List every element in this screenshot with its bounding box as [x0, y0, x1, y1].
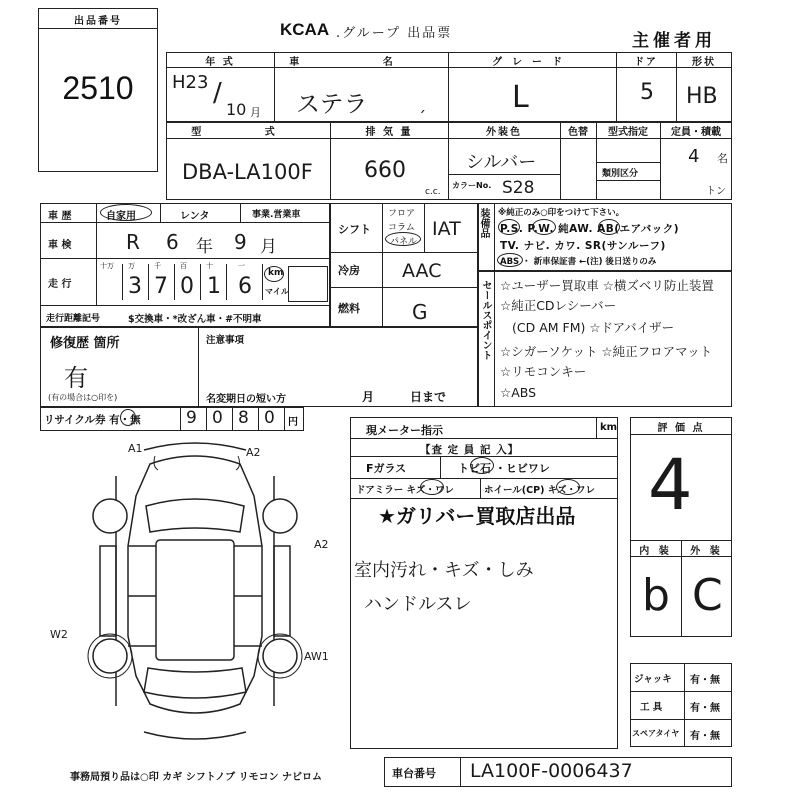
sheet-title: .グループ 出品票 — [336, 26, 453, 41]
damage-mark-4: W2 — [50, 628, 68, 641]
interior-label: 内 装 — [639, 546, 672, 557]
exterior-label: 外 装 — [690, 546, 723, 557]
damage-mark-5: AW1 — [304, 650, 329, 663]
short-transfer-label: 名変期日の短い方 — [206, 394, 286, 405]
class-label: 類別区分 — [602, 169, 639, 179]
shift-panel: パネル — [390, 237, 418, 247]
chassis-label: 車台番号 — [392, 767, 436, 780]
load-unit: トン — [706, 186, 726, 197]
color-code-label: カラーNo. — [452, 181, 492, 190]
sales-item-5: ☆リモコンキー — [500, 364, 587, 379]
lot-number: 2510 — [62, 70, 134, 106]
doors-value: 5 — [640, 80, 654, 105]
tobiishi-circle — [470, 457, 494, 474]
designation-label: 型式指定 — [608, 127, 648, 138]
mileage-unit-10: 十 — [206, 262, 213, 270]
meter-label: 現メーター指示 — [366, 424, 443, 437]
dealer-banner: ★ガリバー買取店出品 — [378, 504, 576, 528]
exterior-grade: C — [692, 570, 723, 621]
notes-day: 日まで — [410, 390, 447, 404]
mileage-digit-3: 7 — [154, 274, 168, 299]
mileage-unit-100: 百 — [180, 262, 187, 270]
usage-label: 車 歴 — [48, 211, 72, 222]
mileage-unit-10k: 万 — [128, 262, 135, 270]
mileage-unit-100k: 十万 — [100, 262, 114, 270]
inspection-era: R — [126, 230, 140, 254]
color-no-label: 色替 — [568, 127, 588, 138]
displacement-value: 660 — [364, 158, 406, 183]
spare-label: スペアタイヤ — [632, 729, 680, 738]
recycle-digit-3: 8 — [238, 408, 249, 428]
ac-value: AAC — [402, 260, 442, 282]
wheel-kizu-circle — [556, 479, 580, 495]
sales-item-2: ☆純正CDレシーバー — [500, 298, 617, 313]
usage-rental: レンタ — [180, 211, 210, 222]
sales-item-4: ☆シガーソケット ☆純正フロアマット — [500, 344, 713, 359]
wheel-rear-right — [263, 639, 297, 673]
meter-unit: km — [600, 422, 618, 433]
shift-floor: フロア — [388, 209, 416, 219]
mileage-unit-1: 一 — [238, 262, 245, 270]
capacity-label: 定員・積載 — [671, 127, 721, 138]
reg-month: 10 — [226, 100, 247, 119]
inspection-label: 車 検 — [48, 240, 72, 251]
damage-mark-3: A2 — [314, 538, 329, 551]
mileage-unit-1k: 千 — [154, 262, 161, 270]
equipment-line3: ABS ・ 新車保証書 ←(注) 後日送りのみ — [500, 257, 657, 267]
damage-mark-2: A2 — [246, 446, 261, 459]
equipment-side-label: 装備品 — [478, 208, 489, 238]
doors-label: ドア — [634, 57, 658, 68]
tools-options: 有・無 — [690, 703, 720, 714]
shift-column: コラム — [388, 223, 415, 233]
ps-circle — [498, 219, 520, 235]
mileage-digit-5: 1 — [207, 274, 221, 299]
displacement-label: 排 気 量 — [365, 127, 413, 138]
car-name-tail: ˏ — [418, 94, 426, 113]
mirror-kizu-circle — [420, 479, 444, 495]
capacity-unit: 名 — [717, 152, 728, 165]
repair-value: 有 — [64, 364, 88, 392]
color-label: 外装色 — [486, 127, 522, 138]
interior-grade: b — [642, 570, 670, 621]
inspector-header: 【査 定 員 記 入】 — [420, 444, 520, 456]
mileage-note-text: $交換車・*改ざん車・#不明車 — [128, 314, 262, 325]
wheel-label: ホイール(CP) キズ・ワレ — [484, 485, 596, 496]
repair-note: (有の場合は○印を) — [48, 393, 118, 402]
body-label: 形状 — [692, 57, 716, 68]
grade-label: グレード — [492, 57, 572, 68]
color-code: S28 — [502, 178, 535, 198]
lot-label: 出品番号 — [74, 16, 122, 27]
year-label: 年 式 — [205, 57, 235, 68]
color-value: シルバー — [466, 152, 537, 173]
mileage-label: 走 行 — [48, 279, 72, 290]
recycle-yes-circle — [120, 409, 136, 426]
inspection-month: 9 — [234, 230, 247, 254]
mileage-note-label: 走行距離記号 — [46, 314, 101, 324]
car-name: ステラ — [296, 90, 368, 118]
wheel-rear-left — [93, 639, 127, 673]
equipment-note: ※純正のみ○印をつけて下さい。 — [498, 208, 625, 218]
mileage-digit-4: 0 — [180, 274, 194, 299]
overall-score: 4 — [648, 444, 693, 526]
abs-circle — [497, 253, 523, 267]
usage-business: 事業.営業車 — [252, 210, 301, 220]
fuel-value: G — [412, 300, 428, 324]
notes-label: 注意事項 — [206, 335, 245, 346]
mileage-extra-box — [288, 266, 328, 302]
footer-storage-note: 事務局預り品は○印 カギ シフトノブ リモコン ナビロム — [70, 772, 323, 783]
jack-label: ジャッキ — [634, 674, 672, 685]
reg-era: H23 — [172, 72, 209, 93]
shift-value: IAT — [432, 218, 461, 240]
wheel-front-right — [263, 499, 297, 533]
body-value: HB — [686, 84, 718, 109]
reg-month-unit: 月 — [250, 106, 261, 119]
inspection-year-unit: 年 — [196, 237, 213, 257]
inspector-note-1: 室内汚れ・キズ・しみ — [354, 560, 534, 581]
tools-label: 工 具 — [640, 702, 663, 713]
mileage-mile: マイル — [265, 287, 289, 296]
fglass-options: トビ石 ・ヒビワレ — [458, 462, 550, 475]
fuel-label: 燃料 — [338, 302, 360, 315]
recycle-digit-4: 0 — [264, 408, 275, 428]
sales-side-label: セールスポイント — [480, 280, 491, 360]
equipment-line1: P.S. P.W. 純AW. AB(エアバック) — [500, 223, 680, 235]
model-code: DBA-LA100F — [182, 160, 313, 184]
grade-value: L — [512, 80, 529, 115]
mileage-digit-2: 3 — [128, 274, 142, 299]
wheel-front-left — [93, 499, 127, 533]
inspector-note-2: ハンドルスレ — [364, 594, 472, 615]
shift-label: シフト — [338, 223, 371, 236]
equipment-line2: TV. ナビ. カワ. SR(サンルーフ) — [500, 240, 666, 252]
damage-mark-1: A1 — [128, 442, 143, 455]
org-logo: KCAA — [280, 20, 330, 39]
chassis-number: LA100F-0006437 — [470, 760, 633, 782]
mileage-digit-6: 6 — [238, 274, 252, 299]
displacement-unit: c.c. — [425, 187, 441, 197]
recycle-label: リサイクル券 有・無 — [44, 414, 141, 426]
inspection-month-unit: 月 — [260, 237, 277, 257]
pw-circle — [532, 219, 556, 235]
mirror-label: ドアミラー キズ・ワレ — [356, 485, 454, 496]
repair-label: 修復歴 箇所 — [50, 336, 120, 351]
sales-item-6: ☆ABS — [500, 385, 537, 400]
sales-item-3: (CD AM FM) ☆ドアバイザー — [512, 320, 675, 335]
spare-options: 有・無 — [690, 731, 720, 742]
fglass-label: Fガラス — [366, 462, 407, 475]
ab-circle — [598, 219, 620, 235]
recycle-unit: 円 — [288, 417, 298, 428]
copy-type: 主催者用 — [632, 31, 716, 51]
sales-item-1: ☆ユーザー買取車 ☆横ズベリ防止装置 — [500, 278, 714, 293]
inspection-year: 6 — [166, 230, 179, 254]
mileage-km: km — [268, 268, 284, 278]
recycle-digit-2: 0 — [212, 408, 223, 428]
reg-year-sep: / — [213, 78, 222, 108]
car-name-label: 車 名 — [289, 57, 433, 68]
recycle-digit-1: 9 — [186, 408, 197, 428]
notes-month: 月 — [362, 390, 375, 404]
jack-options: 有・無 — [690, 675, 720, 686]
car-diagram — [40, 436, 350, 746]
model-label: 型 式 — [191, 127, 305, 138]
usage-private: 自家用 — [106, 211, 136, 222]
capacity-value: 4 — [688, 146, 700, 167]
ac-label: 冷房 — [338, 264, 360, 277]
score-label: 評 価 点 — [657, 423, 705, 434]
